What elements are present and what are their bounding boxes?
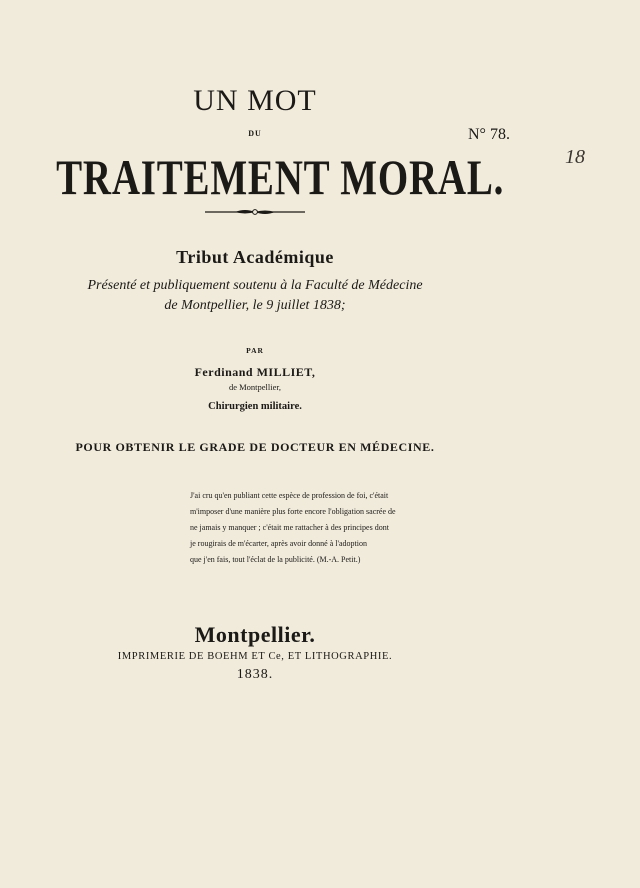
subtitle: Tribut Académique	[176, 247, 334, 267]
epigraph-line-4: je rougirais de m'écarter, après avoir donné à l'adoption	[190, 539, 367, 548]
printer-line: IMPRIMERIE DE BOEHM ET Ce, ET LITHOGRAPHIE.	[117, 651, 393, 662]
city-name: Montpellier.	[194, 622, 316, 647]
epigraph-line-3: ne jamais y manquer ; c'était me rattacher à des principes dont	[190, 523, 389, 532]
description-line-1: Présenté et publiquement soutenu à la Faculté de Médecine	[87, 278, 423, 293]
ornament-rule-icon	[205, 207, 305, 217]
par-label: PAR	[246, 346, 264, 355]
description-line-2: de Montpellier, le 9 juillet 1838;	[164, 298, 346, 313]
catalog-number: N° 78.	[468, 126, 510, 143]
handwritten-mark: 18	[565, 146, 585, 168]
title-line-2: TRAITEMENT MORAL.	[56, 149, 505, 205]
degree-statement: POUR OBTENIR LE GRADE DE DOCTEUR EN MÉDECINE.	[75, 440, 435, 454]
title-du: DU	[248, 129, 262, 138]
author-rank: Chirurgien militaire.	[208, 401, 302, 412]
author-name: Ferdinand MILLIET,	[194, 365, 316, 379]
epigraph-line-1: J'ai cru qu'en publiant cette espèce de profession de foi, c'était	[190, 491, 389, 500]
publication-year: 1838.	[236, 667, 274, 682]
epigraph-line-5: que j'en fais, tout l'éclat de la publicité. (M.-A. Petit.)	[190, 555, 361, 564]
author-origin: de Montpellier,	[228, 382, 282, 392]
title-line-1: UN MOT	[193, 84, 317, 117]
epigraph-line-2: m'imposer d'une manière plus forte encore l'obligation sacrée de	[190, 507, 396, 516]
